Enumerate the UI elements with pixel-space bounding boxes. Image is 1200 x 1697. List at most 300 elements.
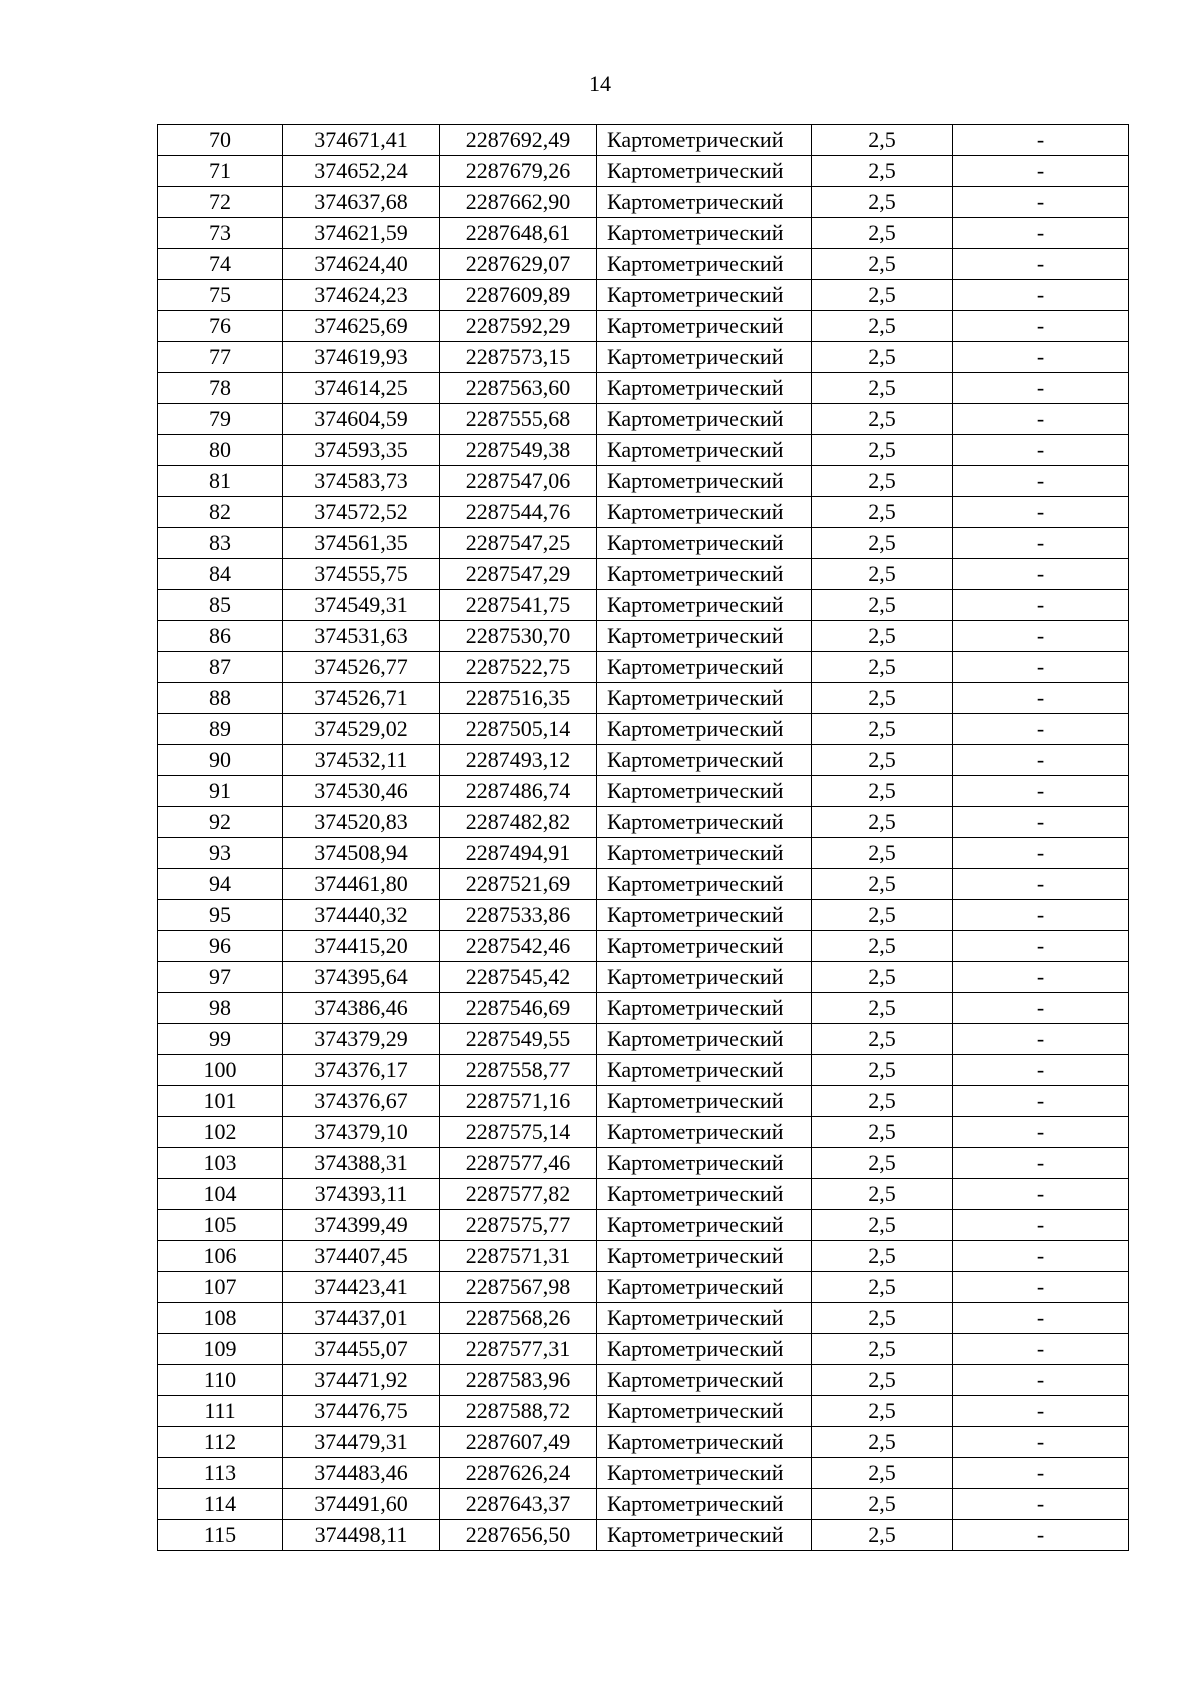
method-cell: Картометрический — [597, 1117, 812, 1148]
y-coordinate-cell: 2287568,26 — [440, 1303, 597, 1334]
x-coordinate-cell: 374461,80 — [283, 869, 440, 900]
description-cell: - — [953, 993, 1129, 1024]
table-row — [158, 280, 1129, 311]
table-row — [158, 559, 1129, 590]
point-number-cell: 83 — [158, 528, 283, 559]
y-coordinate-cell: 2287555,68 — [440, 404, 597, 435]
x-coordinate-cell: 374604,59 — [283, 404, 440, 435]
x-coordinate-cell: 374652,24 — [283, 156, 440, 187]
x-coordinate-cell: 374379,10 — [283, 1117, 440, 1148]
table-row — [158, 187, 1129, 218]
description-cell: - — [953, 218, 1129, 249]
table-row — [158, 1024, 1129, 1055]
point-number-cell: 100 — [158, 1055, 283, 1086]
y-coordinate-cell: 2287648,61 — [440, 218, 597, 249]
method-cell: Картометрический — [597, 249, 812, 280]
point-number-cell: 102 — [158, 1117, 283, 1148]
point-number-cell: 90 — [158, 745, 283, 776]
x-coordinate-cell: 374624,23 — [283, 280, 440, 311]
table-row — [158, 1148, 1129, 1179]
x-coordinate-cell: 374531,63 — [283, 621, 440, 652]
method-cell: Картометрический — [597, 1179, 812, 1210]
x-coordinate-cell: 374583,73 — [283, 466, 440, 497]
point-number-cell: 86 — [158, 621, 283, 652]
x-coordinate-cell: 374530,46 — [283, 776, 440, 807]
x-coordinate-cell: 374471,92 — [283, 1365, 440, 1396]
description-cell: - — [953, 900, 1129, 931]
point-number-cell: 72 — [158, 187, 283, 218]
table-row — [158, 373, 1129, 404]
point-number-cell: 111 — [158, 1396, 283, 1427]
table-row — [158, 1334, 1129, 1365]
table-row — [158, 1086, 1129, 1117]
point-number-cell: 94 — [158, 869, 283, 900]
accuracy-cell: 2,5 — [812, 559, 953, 590]
x-coordinate-cell: 374549,31 — [283, 590, 440, 621]
method-cell: Картометрический — [597, 652, 812, 683]
description-cell: - — [953, 125, 1129, 156]
x-coordinate-cell: 374508,94 — [283, 838, 440, 869]
table-row — [158, 1117, 1129, 1148]
method-cell: Картометрический — [597, 683, 812, 714]
y-coordinate-cell: 2287558,77 — [440, 1055, 597, 1086]
accuracy-cell: 2,5 — [812, 621, 953, 652]
accuracy-cell: 2,5 — [812, 156, 953, 187]
y-coordinate-cell: 2287592,29 — [440, 311, 597, 342]
point-number-cell: 78 — [158, 373, 283, 404]
table-row — [158, 590, 1129, 621]
method-cell: Картометрический — [597, 1272, 812, 1303]
method-cell: Картометрический — [597, 1365, 812, 1396]
accuracy-cell: 2,5 — [812, 900, 953, 931]
description-cell: - — [953, 869, 1129, 900]
x-coordinate-cell: 374491,60 — [283, 1489, 440, 1520]
method-cell: Картометрический — [597, 528, 812, 559]
x-coordinate-cell: 374437,01 — [283, 1303, 440, 1334]
table-row — [158, 435, 1129, 466]
x-coordinate-cell: 374520,83 — [283, 807, 440, 838]
description-cell: - — [953, 311, 1129, 342]
accuracy-cell: 2,5 — [812, 435, 953, 466]
description-cell: - — [953, 342, 1129, 373]
description-cell: - — [953, 466, 1129, 497]
description-cell: - — [953, 807, 1129, 838]
method-cell: Картометрический — [597, 311, 812, 342]
description-cell: - — [953, 776, 1129, 807]
point-number-cell: 76 — [158, 311, 283, 342]
description-cell: - — [953, 1365, 1129, 1396]
y-coordinate-cell: 2287567,98 — [440, 1272, 597, 1303]
accuracy-cell: 2,5 — [812, 466, 953, 497]
method-cell: Картометрический — [597, 187, 812, 218]
method-cell: Картометрический — [597, 714, 812, 745]
accuracy-cell: 2,5 — [812, 1489, 953, 1520]
y-coordinate-cell: 2287547,25 — [440, 528, 597, 559]
table-row — [158, 1210, 1129, 1241]
table-row — [158, 993, 1129, 1024]
method-cell: Картометрический — [597, 993, 812, 1024]
x-coordinate-cell: 374483,46 — [283, 1458, 440, 1489]
method-cell: Картометрический — [597, 342, 812, 373]
point-number-cell: 97 — [158, 962, 283, 993]
description-cell: - — [953, 1148, 1129, 1179]
description-cell: - — [953, 1024, 1129, 1055]
description-cell: - — [953, 528, 1129, 559]
method-cell: Картометрический — [597, 373, 812, 404]
method-cell: Картометрический — [597, 559, 812, 590]
description-cell: - — [953, 1396, 1129, 1427]
y-coordinate-cell: 2287547,29 — [440, 559, 597, 590]
x-coordinate-cell: 374555,75 — [283, 559, 440, 590]
y-coordinate-cell: 2287607,49 — [440, 1427, 597, 1458]
y-coordinate-cell: 2287571,16 — [440, 1086, 597, 1117]
y-coordinate-cell: 2287494,91 — [440, 838, 597, 869]
y-coordinate-cell: 2287575,77 — [440, 1210, 597, 1241]
y-coordinate-cell: 2287563,60 — [440, 373, 597, 404]
table-row — [158, 1055, 1129, 1086]
method-cell: Картометрический — [597, 1024, 812, 1055]
x-coordinate-cell: 374379,29 — [283, 1024, 440, 1055]
description-cell: - — [953, 1055, 1129, 1086]
y-coordinate-cell: 2287573,15 — [440, 342, 597, 373]
table-row — [158, 528, 1129, 559]
accuracy-cell: 2,5 — [812, 590, 953, 621]
table-row — [158, 683, 1129, 714]
table-row — [158, 311, 1129, 342]
table-row — [158, 900, 1129, 931]
y-coordinate-cell: 2287577,31 — [440, 1334, 597, 1365]
point-number-cell: 114 — [158, 1489, 283, 1520]
y-coordinate-cell: 2287575,14 — [440, 1117, 597, 1148]
method-cell: Картометрический — [597, 745, 812, 776]
x-coordinate-cell: 374498,11 — [283, 1520, 440, 1551]
x-coordinate-cell: 374476,75 — [283, 1396, 440, 1427]
y-coordinate-cell: 2287542,46 — [440, 931, 597, 962]
table-row — [158, 962, 1129, 993]
point-number-cell: 99 — [158, 1024, 283, 1055]
description-cell: - — [953, 931, 1129, 962]
accuracy-cell: 2,5 — [812, 280, 953, 311]
x-coordinate-cell: 374407,45 — [283, 1241, 440, 1272]
table-row — [158, 714, 1129, 745]
table-row — [158, 218, 1129, 249]
point-number-cell: 101 — [158, 1086, 283, 1117]
x-coordinate-cell: 374624,40 — [283, 249, 440, 280]
accuracy-cell: 2,5 — [812, 1055, 953, 1086]
description-cell: - — [953, 1272, 1129, 1303]
table-row — [158, 1520, 1129, 1551]
description-cell: - — [953, 1334, 1129, 1365]
x-coordinate-cell: 374399,49 — [283, 1210, 440, 1241]
point-number-cell: 104 — [158, 1179, 283, 1210]
x-coordinate-cell: 374619,93 — [283, 342, 440, 373]
description-cell: - — [953, 714, 1129, 745]
accuracy-cell: 2,5 — [812, 125, 953, 156]
y-coordinate-cell: 2287662,90 — [440, 187, 597, 218]
point-number-cell: 107 — [158, 1272, 283, 1303]
x-coordinate-cell: 374415,20 — [283, 931, 440, 962]
method-cell: Картометрический — [597, 962, 812, 993]
y-coordinate-cell: 2287533,86 — [440, 900, 597, 931]
method-cell: Картометрический — [597, 1520, 812, 1551]
point-number-cell: 106 — [158, 1241, 283, 1272]
method-cell: Картометрический — [597, 1241, 812, 1272]
y-coordinate-cell: 2287545,42 — [440, 962, 597, 993]
x-coordinate-cell: 374386,46 — [283, 993, 440, 1024]
table-row — [158, 1241, 1129, 1272]
accuracy-cell: 2,5 — [812, 187, 953, 218]
description-cell: - — [953, 156, 1129, 187]
x-coordinate-cell: 374572,52 — [283, 497, 440, 528]
accuracy-cell: 2,5 — [812, 249, 953, 280]
method-cell: Картометрический — [597, 1148, 812, 1179]
accuracy-cell: 2,5 — [812, 218, 953, 249]
point-number-cell: 85 — [158, 590, 283, 621]
table-row — [158, 1179, 1129, 1210]
x-coordinate-cell: 374388,31 — [283, 1148, 440, 1179]
y-coordinate-cell: 2287549,38 — [440, 435, 597, 466]
description-cell: - — [953, 1520, 1129, 1551]
point-number-cell: 92 — [158, 807, 283, 838]
method-cell: Картометрический — [597, 1334, 812, 1365]
table-row — [158, 466, 1129, 497]
description-cell: - — [953, 962, 1129, 993]
y-coordinate-cell: 2287546,69 — [440, 993, 597, 1024]
accuracy-cell: 2,5 — [812, 1272, 953, 1303]
accuracy-cell: 2,5 — [812, 311, 953, 342]
x-coordinate-cell: 374440,32 — [283, 900, 440, 931]
table-row — [158, 838, 1129, 869]
point-number-cell: 108 — [158, 1303, 283, 1334]
accuracy-cell: 2,5 — [812, 1117, 953, 1148]
point-number-cell: 81 — [158, 466, 283, 497]
y-coordinate-cell: 2287626,24 — [440, 1458, 597, 1489]
x-coordinate-cell: 374621,59 — [283, 218, 440, 249]
table-row — [158, 931, 1129, 962]
accuracy-cell: 2,5 — [812, 1334, 953, 1365]
description-cell: - — [953, 1458, 1129, 1489]
table-row — [158, 776, 1129, 807]
y-coordinate-cell: 2287547,06 — [440, 466, 597, 497]
method-cell: Картометрический — [597, 1427, 812, 1458]
point-number-cell: 103 — [158, 1148, 283, 1179]
method-cell: Картометрический — [597, 218, 812, 249]
accuracy-cell: 2,5 — [812, 1396, 953, 1427]
accuracy-cell: 2,5 — [812, 1303, 953, 1334]
y-coordinate-cell: 2287493,12 — [440, 745, 597, 776]
description-cell: - — [953, 1210, 1129, 1241]
y-coordinate-cell: 2287571,31 — [440, 1241, 597, 1272]
description-cell: - — [953, 187, 1129, 218]
point-number-cell: 79 — [158, 404, 283, 435]
point-number-cell: 87 — [158, 652, 283, 683]
description-cell: - — [953, 1427, 1129, 1458]
point-number-cell: 74 — [158, 249, 283, 280]
y-coordinate-cell: 2287522,75 — [440, 652, 597, 683]
accuracy-cell: 2,5 — [812, 1241, 953, 1272]
x-coordinate-cell: 374376,67 — [283, 1086, 440, 1117]
y-coordinate-cell: 2287544,76 — [440, 497, 597, 528]
x-coordinate-cell: 374423,41 — [283, 1272, 440, 1303]
table-row — [158, 1458, 1129, 1489]
method-cell: Картометрический — [597, 1210, 812, 1241]
y-coordinate-cell: 2287541,75 — [440, 590, 597, 621]
accuracy-cell: 2,5 — [812, 683, 953, 714]
x-coordinate-cell: 374395,64 — [283, 962, 440, 993]
accuracy-cell: 2,5 — [812, 373, 953, 404]
description-cell: - — [953, 1303, 1129, 1334]
x-coordinate-cell: 374637,68 — [283, 187, 440, 218]
method-cell: Картометрический — [597, 404, 812, 435]
point-number-cell: 70 — [158, 125, 283, 156]
method-cell: Картометрический — [597, 1055, 812, 1086]
x-coordinate-cell: 374614,25 — [283, 373, 440, 404]
table-row — [158, 125, 1129, 156]
y-coordinate-cell: 2287679,26 — [440, 156, 597, 187]
accuracy-cell: 2,5 — [812, 342, 953, 373]
table-row — [158, 1396, 1129, 1427]
table-row — [158, 621, 1129, 652]
y-coordinate-cell: 2287505,14 — [440, 714, 597, 745]
point-number-cell: 77 — [158, 342, 283, 373]
accuracy-cell: 2,5 — [812, 807, 953, 838]
method-cell: Картометрический — [597, 1458, 812, 1489]
accuracy-cell: 2,5 — [812, 776, 953, 807]
table-row — [158, 249, 1129, 280]
description-cell: - — [953, 280, 1129, 311]
y-coordinate-cell: 2287521,69 — [440, 869, 597, 900]
y-coordinate-cell: 2287530,70 — [440, 621, 597, 652]
description-cell: - — [953, 435, 1129, 466]
x-coordinate-cell: 374455,07 — [283, 1334, 440, 1365]
accuracy-cell: 2,5 — [812, 528, 953, 559]
y-coordinate-cell: 2287583,96 — [440, 1365, 597, 1396]
point-number-cell: 80 — [158, 435, 283, 466]
point-number-cell: 113 — [158, 1458, 283, 1489]
page-number: 14 — [589, 71, 611, 96]
method-cell: Картометрический — [597, 869, 812, 900]
description-cell: - — [953, 249, 1129, 280]
accuracy-cell: 2,5 — [812, 1427, 953, 1458]
point-number-cell: 84 — [158, 559, 283, 590]
table-row — [158, 807, 1129, 838]
method-cell: Картометрический — [597, 1489, 812, 1520]
y-coordinate-cell: 2287609,89 — [440, 280, 597, 311]
accuracy-cell: 2,5 — [812, 1458, 953, 1489]
x-coordinate-cell: 374561,35 — [283, 528, 440, 559]
method-cell: Картометрический — [597, 466, 812, 497]
table-row — [158, 1272, 1129, 1303]
point-number-cell: 89 — [158, 714, 283, 745]
coordinates-table-body — [158, 125, 1129, 1551]
accuracy-cell: 2,5 — [812, 838, 953, 869]
description-cell: - — [953, 1241, 1129, 1272]
method-cell: Картометрический — [597, 621, 812, 652]
x-coordinate-cell: 374393,11 — [283, 1179, 440, 1210]
x-coordinate-cell: 374532,11 — [283, 745, 440, 776]
x-coordinate-cell: 374671,41 — [283, 125, 440, 156]
method-cell: Картометрический — [597, 807, 812, 838]
method-cell: Картометрический — [597, 1086, 812, 1117]
point-number-cell: 112 — [158, 1427, 283, 1458]
x-coordinate-cell: 374526,71 — [283, 683, 440, 714]
point-number-cell: 73 — [158, 218, 283, 249]
description-cell: - — [953, 1179, 1129, 1210]
y-coordinate-cell: 2287629,07 — [440, 249, 597, 280]
accuracy-cell: 2,5 — [812, 714, 953, 745]
y-coordinate-cell: 2287516,35 — [440, 683, 597, 714]
description-cell: - — [953, 497, 1129, 528]
accuracy-cell: 2,5 — [812, 962, 953, 993]
point-number-cell: 110 — [158, 1365, 283, 1396]
description-cell: - — [953, 590, 1129, 621]
method-cell: Картометрический — [597, 435, 812, 466]
table-row — [158, 1427, 1129, 1458]
accuracy-cell: 2,5 — [812, 404, 953, 435]
x-coordinate-cell: 374529,02 — [283, 714, 440, 745]
method-cell: Картометрический — [597, 1396, 812, 1427]
point-number-cell: 75 — [158, 280, 283, 311]
accuracy-cell: 2,5 — [812, 1520, 953, 1551]
accuracy-cell: 2,5 — [812, 931, 953, 962]
point-number-cell: 109 — [158, 1334, 283, 1365]
method-cell: Картометрический — [597, 156, 812, 187]
x-coordinate-cell: 374479,31 — [283, 1427, 440, 1458]
y-coordinate-cell: 2287482,82 — [440, 807, 597, 838]
x-coordinate-cell: 374526,77 — [283, 652, 440, 683]
accuracy-cell: 2,5 — [812, 1024, 953, 1055]
method-cell: Картометрический — [597, 931, 812, 962]
table-row — [158, 404, 1129, 435]
accuracy-cell: 2,5 — [812, 497, 953, 528]
table-row — [158, 156, 1129, 187]
y-coordinate-cell: 2287656,50 — [440, 1520, 597, 1551]
description-cell: - — [953, 1086, 1129, 1117]
method-cell: Картометрический — [597, 497, 812, 528]
accuracy-cell: 2,5 — [812, 869, 953, 900]
accuracy-cell: 2,5 — [812, 1210, 953, 1241]
method-cell: Картометрический — [597, 590, 812, 621]
accuracy-cell: 2,5 — [812, 993, 953, 1024]
x-coordinate-cell: 374593,35 — [283, 435, 440, 466]
method-cell: Картометрический — [597, 125, 812, 156]
method-cell: Картометрический — [597, 776, 812, 807]
table-row — [158, 1489, 1129, 1520]
table-row — [158, 652, 1129, 683]
method-cell: Картометрический — [597, 900, 812, 931]
description-cell: - — [953, 621, 1129, 652]
description-cell: - — [953, 404, 1129, 435]
point-number-cell: 82 — [158, 497, 283, 528]
point-number-cell: 91 — [158, 776, 283, 807]
description-cell: - — [953, 1117, 1129, 1148]
y-coordinate-cell: 2287577,46 — [440, 1148, 597, 1179]
accuracy-cell: 2,5 — [812, 1148, 953, 1179]
point-number-cell: 71 — [158, 156, 283, 187]
point-number-cell: 96 — [158, 931, 283, 962]
point-number-cell: 88 — [158, 683, 283, 714]
method-cell: Картометрический — [597, 1303, 812, 1334]
description-cell: - — [953, 838, 1129, 869]
table-row — [158, 497, 1129, 528]
accuracy-cell: 2,5 — [812, 1365, 953, 1396]
y-coordinate-cell: 2287588,72 — [440, 1396, 597, 1427]
accuracy-cell: 2,5 — [812, 652, 953, 683]
y-coordinate-cell: 2287549,55 — [440, 1024, 597, 1055]
table-row — [158, 342, 1129, 373]
y-coordinate-cell: 2287692,49 — [440, 125, 597, 156]
accuracy-cell: 2,5 — [812, 745, 953, 776]
